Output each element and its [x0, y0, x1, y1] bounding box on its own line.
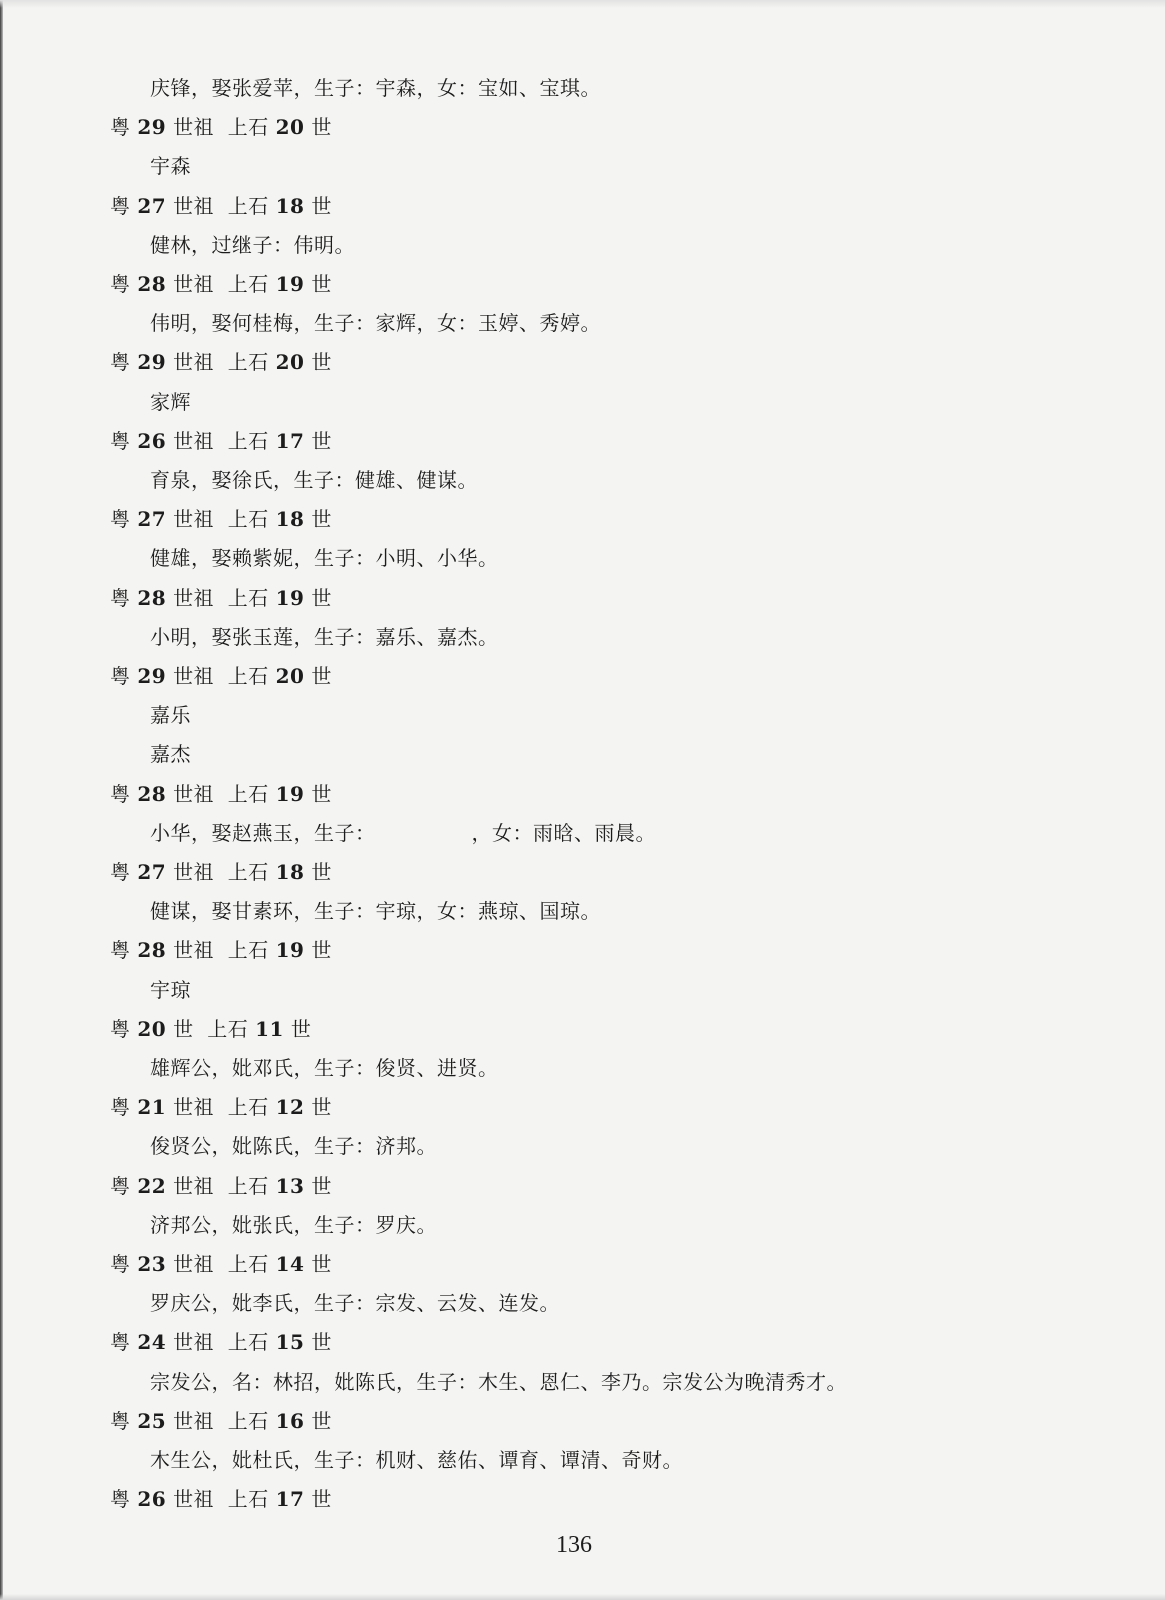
yue-label: 粤 [110, 429, 131, 453]
yue-generation-number: 27 [137, 507, 167, 531]
shangshi-generation-number: 18 [275, 507, 305, 531]
shangshi-generation-suffix: 世 [311, 664, 332, 688]
yue-label: 粤 [110, 272, 131, 296]
entry-text: 宇琼 [150, 978, 191, 1002]
yue-generation-number: 28 [137, 782, 167, 806]
generation-heading [110, 859, 332, 885]
shangshi-generation-suffix: 世 [311, 938, 332, 962]
entry-text: 嘉乐 [150, 703, 191, 727]
entry-text: 俊贤公，妣陈氏，生子：济邦。 [150, 1134, 437, 1158]
shangshi-generation-suffix: 世 [311, 1252, 332, 1276]
generation-heading [110, 937, 332, 963]
yue-generation-number: 21 [137, 1095, 167, 1119]
shangshi-generation-suffix: 世 [311, 350, 332, 374]
shangshi-generation-suffix: 世 [311, 860, 332, 884]
yue-generation-number: 25 [137, 1409, 167, 1433]
shangshi-generation-suffix: 世 [311, 194, 332, 218]
shangshi-label: 上石 [227, 664, 269, 688]
shangshi-generation-number: 20 [275, 115, 305, 139]
shangshi-label: 上石 [227, 1330, 269, 1354]
page-number: 136 [556, 1532, 592, 1558]
shangshi-generation-number: 20 [275, 350, 305, 374]
generation-heading [110, 114, 332, 140]
shangshi-generation-number: 19 [275, 586, 305, 610]
yue-generation-suffix: 世祖 [173, 586, 215, 610]
shangshi-generation-number: 12 [275, 1095, 305, 1119]
shangshi-generation-suffix: 世 [290, 1017, 312, 1041]
shangshi-label: 上石 [227, 429, 269, 453]
yue-generation-suffix: 世祖 [173, 507, 215, 531]
shangshi-generation-number: 20 [275, 664, 305, 688]
entry-text: 宇森 [150, 154, 191, 178]
shangshi-generation-number: 17 [275, 429, 305, 453]
yue-generation-number: 26 [137, 1487, 167, 1511]
yue-generation-number: 22 [137, 1174, 167, 1198]
yue-generation-number: 26 [137, 429, 167, 453]
entry-text: 小明，娶张玉莲，生子：嘉乐、嘉杰。 [150, 625, 499, 649]
yue-generation-suffix: 世 [173, 1017, 194, 1041]
entry-text: 健雄，娶赖紫妮，生子：小明、小华。 [150, 546, 499, 570]
entry-text: 小华，娶赵燕玉，生子： ，女：雨晗、雨晨。 [150, 821, 657, 845]
shangshi-label: 上石 [227, 194, 269, 218]
yue-label: 粤 [110, 1095, 131, 1119]
shangshi-generation-suffix: 世 [311, 1409, 332, 1433]
shangshi-generation-suffix: 世 [311, 1487, 332, 1511]
entry-text: 宗发公，名：林招，妣陈氏，生子：木生、恩仁、李乃。宗发公为晚清秀才。 [150, 1370, 847, 1394]
shangshi-generation-number: 19 [275, 782, 305, 806]
generation-heading [110, 585, 332, 611]
generation-heading [110, 506, 332, 532]
yue-label: 粤 [110, 938, 131, 962]
yue-label: 粤 [110, 1409, 131, 1433]
shangshi-generation-suffix: 世 [311, 586, 332, 610]
shangshi-label: 上石 [227, 1095, 269, 1119]
yue-generation-number: 29 [137, 350, 167, 374]
yue-label: 粤 [110, 1487, 131, 1511]
shangshi-label: 上石 [227, 1252, 269, 1276]
yue-label: 粤 [110, 664, 131, 688]
generation-heading [110, 193, 332, 219]
shangshi-label: 上石 [227, 860, 269, 884]
shangshi-generation-suffix: 世 [311, 1174, 332, 1198]
generation-heading [110, 1329, 332, 1355]
shangshi-label: 上石 [227, 938, 269, 962]
yue-generation-suffix: 世祖 [173, 664, 215, 688]
shangshi-label: 上石 [227, 272, 269, 296]
yue-generation-number: 28 [137, 272, 167, 296]
yue-generation-number: 20 [137, 1017, 167, 1041]
yue-label: 粤 [110, 194, 131, 218]
yue-label: 粤 [110, 1174, 131, 1198]
yue-label: 粤 [110, 1252, 131, 1276]
yue-generation-suffix: 世祖 [173, 1252, 215, 1276]
scan-edge-top [0, 0, 1165, 8]
yue-label: 粤 [110, 1330, 131, 1354]
yue-generation-suffix: 世祖 [173, 1330, 215, 1354]
shangshi-label: 上石 [207, 1017, 249, 1041]
entry-text: 健谋，娶甘素环，生子：宇琼，女：燕琼、国琼。 [150, 899, 601, 923]
shangshi-generation-suffix: 世 [311, 272, 332, 296]
shangshi-generation-number: 14 [275, 1252, 305, 1276]
entry-text: 育泉，娶徐氏，生子：健雄、健谋。 [150, 468, 478, 492]
shangshi-generation-number: 19 [275, 272, 305, 296]
shangshi-generation-number: 18 [275, 860, 305, 884]
shangshi-label: 上石 [227, 1409, 269, 1433]
yue-label: 粤 [110, 586, 131, 610]
shangshi-generation-number: 13 [275, 1174, 305, 1198]
yue-generation-suffix: 世祖 [173, 938, 215, 962]
shangshi-generation-suffix: 世 [311, 1095, 332, 1119]
yue-label: 粤 [110, 115, 131, 139]
entry-text: 健林，过继子：伟明。 [150, 233, 355, 257]
yue-generation-suffix: 世祖 [173, 860, 215, 884]
yue-label: 粤 [110, 507, 131, 531]
scan-edge-left [0, 0, 3, 1600]
entry-text: 家辉 [150, 390, 191, 414]
yue-generation-suffix: 世祖 [173, 782, 215, 806]
shangshi-generation-suffix: 世 [311, 115, 332, 139]
generation-heading [110, 1486, 332, 1512]
yue-generation-number: 28 [137, 938, 167, 962]
generation-heading [110, 663, 332, 689]
shangshi-label: 上石 [227, 1487, 269, 1511]
yue-generation-suffix: 世祖 [173, 194, 215, 218]
yue-generation-number: 28 [137, 586, 167, 610]
yue-generation-number: 29 [137, 664, 167, 688]
shangshi-generation-number: 16 [275, 1409, 305, 1433]
shangshi-generation-suffix: 世 [311, 507, 332, 531]
yue-label: 粤 [110, 860, 131, 884]
shangshi-generation-number: 11 [255, 1017, 284, 1041]
yue-label: 粤 [110, 350, 131, 374]
entry-text: 嘉杰 [150, 742, 191, 766]
generation-heading [110, 1016, 311, 1042]
yue-generation-number: 27 [137, 194, 167, 218]
generation-heading [110, 1408, 332, 1434]
yue-generation-number: 27 [137, 860, 167, 884]
entry-text: 庆锋，娶张爱苹，生子：宇森，女：宝如、宝琪。 [150, 76, 601, 100]
shangshi-label: 上石 [227, 115, 269, 139]
generation-heading [110, 349, 332, 375]
scan-edge-bottom [0, 1594, 1165, 1600]
yue-generation-suffix: 世祖 [173, 1174, 215, 1198]
generation-heading [110, 1173, 332, 1199]
generation-heading [110, 781, 332, 807]
shangshi-generation-number: 18 [275, 194, 305, 218]
shangshi-label: 上石 [227, 507, 269, 531]
yue-generation-suffix: 世祖 [173, 115, 215, 139]
shangshi-label: 上石 [227, 782, 269, 806]
entry-text: 木生公，妣杜氏，生子：机财、慈佑、谭育、谭清、奇财。 [150, 1448, 683, 1472]
entry-text: 雄辉公，妣邓氏，生子：俊贤、进贤。 [150, 1056, 499, 1080]
yue-generation-number: 24 [137, 1330, 167, 1354]
yue-generation-number: 29 [137, 115, 167, 139]
shangshi-generation-suffix: 世 [311, 429, 332, 453]
generation-heading [110, 1251, 332, 1277]
generation-heading [110, 428, 332, 454]
yue-generation-suffix: 世祖 [173, 1487, 215, 1511]
entry-text: 伟明，娶何桂梅，生子：家辉，女：玉婷、秀婷。 [150, 311, 601, 335]
entry-text: 罗庆公，妣李氏，生子：宗发、云发、连发。 [150, 1291, 560, 1315]
yue-generation-suffix: 世祖 [173, 429, 215, 453]
yue-generation-suffix: 世祖 [173, 1409, 215, 1433]
entry-text: 济邦公，妣张氏，生子：罗庆。 [150, 1213, 437, 1237]
shangshi-generation-number: 19 [275, 938, 305, 962]
yue-generation-suffix: 世祖 [173, 272, 215, 296]
shangshi-generation-suffix: 世 [311, 1330, 332, 1354]
generation-heading [110, 1094, 332, 1120]
shangshi-label: 上石 [227, 1174, 269, 1198]
yue-generation-number: 23 [137, 1252, 167, 1276]
yue-generation-suffix: 世祖 [173, 1095, 215, 1119]
shangshi-generation-number: 17 [275, 1487, 305, 1511]
shangshi-label: 上石 [227, 350, 269, 374]
yue-label: 粤 [110, 782, 131, 806]
yue-generation-suffix: 世祖 [173, 350, 215, 374]
shangshi-label: 上石 [227, 586, 269, 610]
shangshi-generation-suffix: 世 [311, 782, 332, 806]
shangshi-generation-number: 15 [275, 1330, 305, 1354]
generation-heading [110, 271, 332, 297]
yue-label: 粤 [110, 1017, 131, 1041]
